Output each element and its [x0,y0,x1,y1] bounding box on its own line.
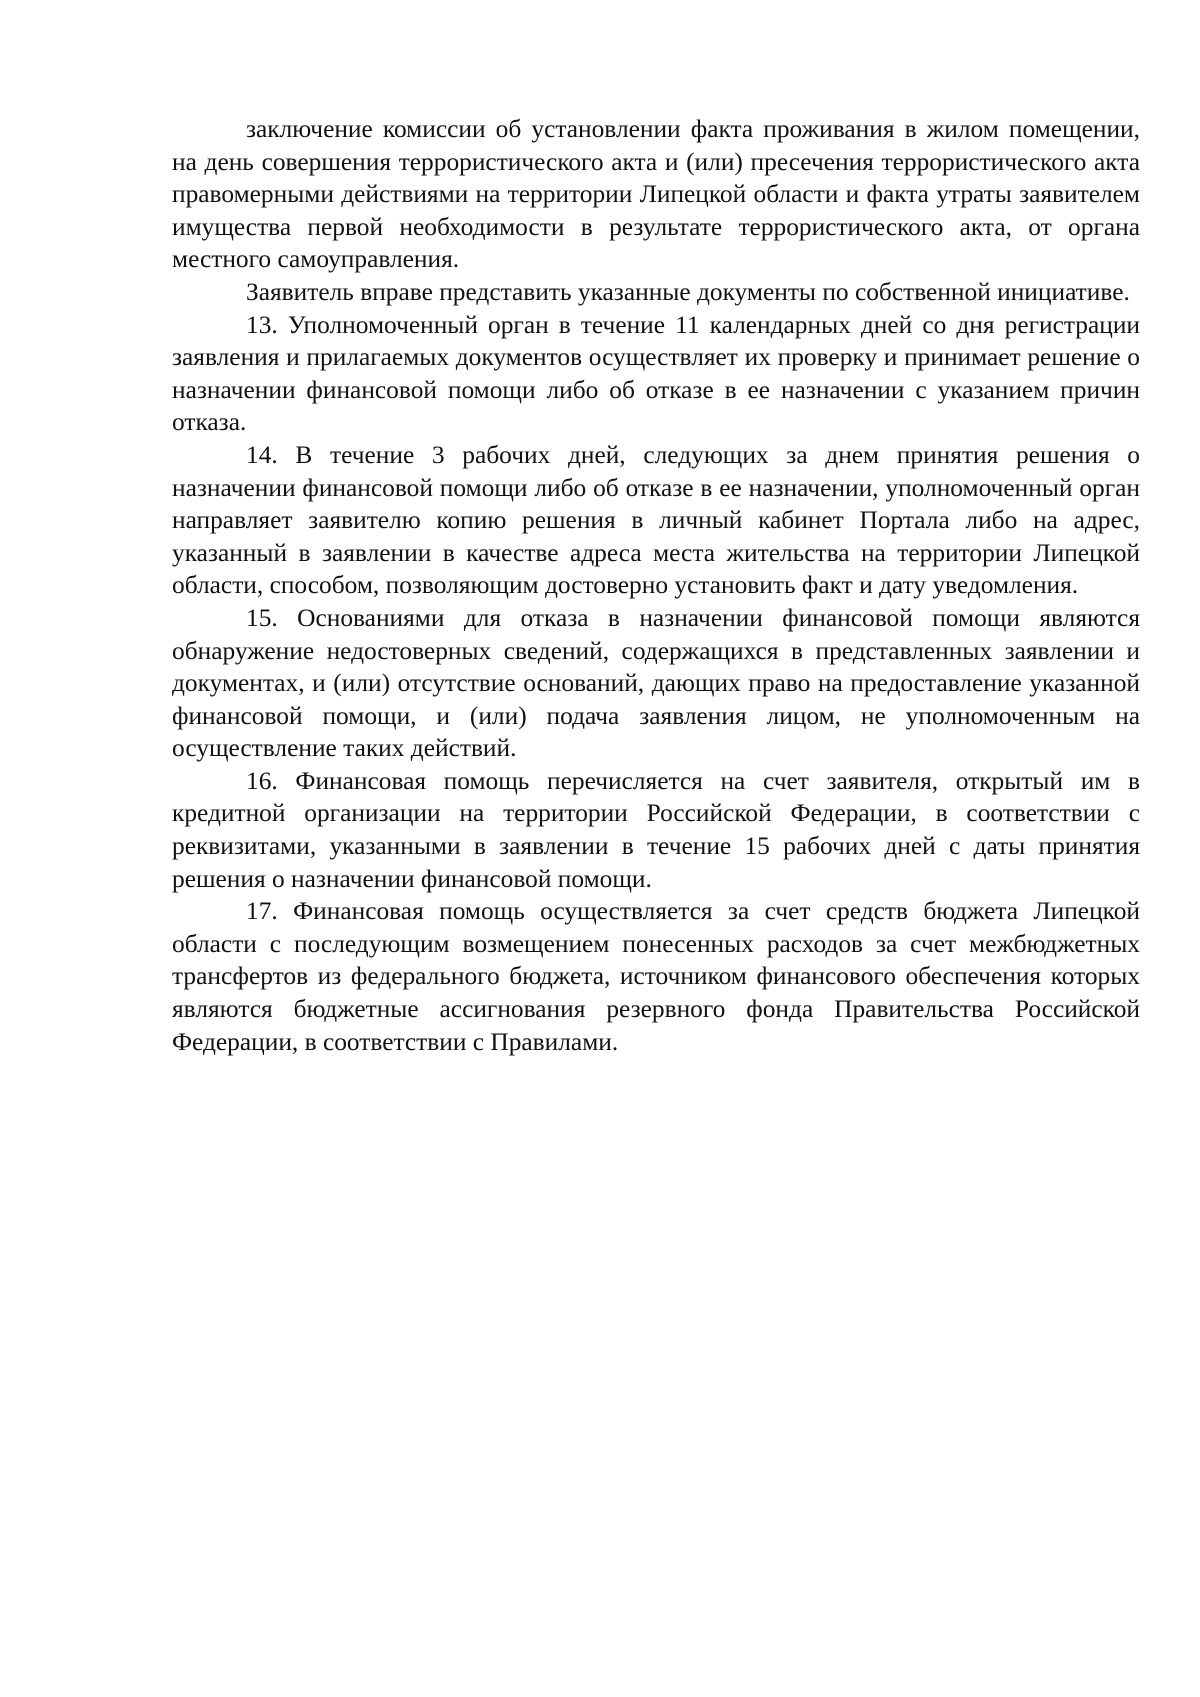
paragraph-commission-conclusion: заключение комиссии об установлении факта проживания в жилом помещении, на день совершения террористического акта и (или) пресечения террористического акта правомерными действиями на территории Липецкой области и факта утраты заявителем имущества первой необходимости в результате террористического акта, от органа местного самоуправления. [172,115,1140,274]
paragraph-applicant-right: Заявитель вправе представить указанные документы по собственной инициативе. [246,277,1130,306]
paragraph-clause-16: 16. Финансовая помощь перечисляется на счет заявителя, открытый им в кредитной организации на территории Российской Федерации, в соответствии с реквизитами, указанными в заявлении в течение 15 рабочих дней с даты принятия решения о назначении финансовой помощи. [172,766,1140,893]
document-body [172,113,1140,1058]
paragraph-clause-14: 14. В течение 3 рабочих дней, следующих за днем принятия решения о назначении финансовой помощи либо об отказе в ее назначении, уполномоченный орган направляет заявителю копию решения в личный кабинет Портала либо на адрес, указанный в заявлении в качестве адреса места жительства на территории Липецкой области, способом, позволяющим достоверно установить факт и дату уведомления. [172,440,1140,600]
paragraph-clause-17: 17. Финансовая помощь осуществляется за счет средств бюджета Липецкой области с последующим возмещением понесенных расходов за счет межбюджетных трансфертов из федерального бюджета, источником финансового обеспечения которых являются бюджетные ассигнования резервного фонда Правительства Российской Федерации, в соответствии с Правилами. [172,897,1140,1056]
paragraph-clause-15: 15. Основаниями для отказа в назначении финансовой помощи являются обнаружение недостоверных сведений, содержащихся в представленных заявлении и документах, и (или) отсутствие оснований, дающих право на предоставление указанной финансовой помощи, и (или) подача заявления лицом, не уполномоченным на осуществление таких действий. [172,603,1140,763]
paragraph-clause-13: 13. Уполномоченный орган в течение 11 календарных дней со дня регистрации заявления и прилагаемых документов осуществляет их проверку и принимает решение о назначении финансовой помощи либо об отказе в ее назначении с указанием причин отказа. [172,310,1140,437]
